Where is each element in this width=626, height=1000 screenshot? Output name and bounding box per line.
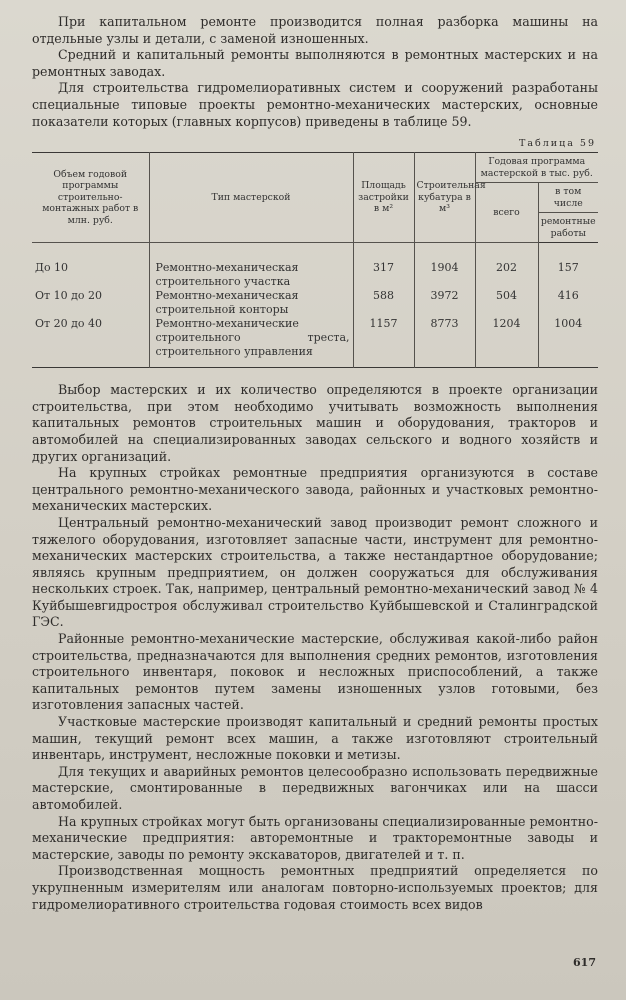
- header-type: Тип мастерской: [149, 153, 353, 243]
- paragraph: На крупных стройках ремонтные предприятия организуются в составе центрального ремонтно-механического завода, районных и участковых ремонтно-механических мастерских.: [32, 465, 598, 514]
- header-area: Площадь застройки в м²: [353, 153, 414, 243]
- header-cubature: Строительная кубатура в м³: [414, 153, 475, 243]
- table-caption: Таблица 59: [519, 138, 596, 150]
- cell-repair: 416: [538, 289, 598, 317]
- cell-volume: От 20 до 40: [32, 317, 149, 368]
- table-row: [32, 289, 598, 317]
- cell-volume: От 10 до 20: [32, 289, 149, 317]
- cell-repair: 157: [538, 243, 598, 290]
- cell-area: 588: [353, 289, 414, 317]
- paragraph: Производственная мощность ремонтных предприятий определяется по укрупненным измерителям или аналогам повторно-используемых проектов; для гидромелиоративного строительства годовая стоимость всех видов: [32, 863, 598, 912]
- header-volume: Объем годовой программы строительно-монтажных работ в млн. руб.: [32, 153, 149, 243]
- paragraph: При капитальном ремонте производится полная разборка машины на отдельные узлы и детали, с заменой изношенных.: [32, 14, 598, 46]
- header-including: в том числе: [538, 183, 598, 213]
- cell-cubature: 3972: [414, 289, 475, 317]
- cell-volume: До 10: [32, 243, 149, 290]
- header-total: всего: [475, 183, 538, 243]
- paragraph: Участковые мастерские производят капитальный и средний ремонты простых машин, текущий ремонт всех машин, а также изготовляют строительный инвентарь, инструмент, несложные поковки и метизы.: [32, 714, 598, 763]
- intro-text: [32, 14, 598, 130]
- cell-total: 1204: [475, 317, 538, 368]
- paragraph: Центральный ремонтно-механический завод производит ремонт сложного и тяжелого оборудования, изготовляет запасные части, инструмент для ремонтно-механических мастерских строительства, а также нестандартное оборудование; являясь крупным предприятием, он должен сооружаться для обслуживания нескольких строек. Так, например, центральный ремонтно-механический завод № 4 Куйбышевгидростроя обслуживал строительство Куйбышевской и Сталинградской ГЭС.: [32, 514, 598, 630]
- cell-type: Ремонтно-механическая строительного участка: [149, 243, 353, 290]
- body-text: [32, 382, 598, 913]
- paragraph: Для строительства гидромелиоративных систем и сооружений разработаны специальные типовые проекты ремонтно-механических мастерских, основные показатели которых (главных корпусов) приведены в таблице 59.: [32, 80, 598, 129]
- cell-total: 504: [475, 289, 538, 317]
- workshop-table: [32, 152, 598, 368]
- paragraph: Средний и капитальный ремонты выполняются в ремонтных мастерских и на ремонтных заводах.: [32, 47, 598, 79]
- cell-area: 317: [353, 243, 414, 290]
- cell-cubature: 8773: [414, 317, 475, 368]
- cell-total: 202: [475, 243, 538, 290]
- paragraph: Выбор мастерских и их количество определяются в проекте организации строительства, при этом необходимо учитывать возможность выполнения капитальных ремонтов строительных машин и оборудования, тракторов и автомобилей на специализированных заводах сельского и водного хозяйств и других организаций.: [32, 382, 598, 464]
- cell-area: 1157: [353, 317, 414, 368]
- header-program: Годовая программа мастерской в тыс. руб.: [475, 153, 598, 183]
- header-repair: ремонтные работы: [538, 213, 598, 243]
- cell-type: Ремонтно-механические строительного треста, строительного управления: [149, 317, 353, 368]
- paragraph: На крупных стройках могут быть организованы специализированные ремонтно-механические предприятия: авторемонтные и тракторемонтные заводы и мастерские, заводы по ремонту экскаваторов, двигателей и т. п.: [32, 813, 598, 862]
- paragraph: Районные ремонтно-механические мастерские, обслуживая какой-либо район строительства, предназначаются для выполнения средних ремонтов, изготовления строительного инвентаря, поковок и несложных приспособлений, а также капитальных ремонтов путем замены изношенных узлов готовыми, без изготовления запасных частей.: [32, 631, 598, 713]
- cell-repair: 1004: [538, 317, 598, 368]
- paragraph: Для текущих и аварийных ремонтов целесообразно использовать передвижные мастерские, смонтированные в передвижных вагончиках или на шасси автомобилей.: [32, 763, 598, 812]
- cell-type: Ремонтно-механическая строительной конторы: [149, 289, 353, 317]
- table-row: [32, 243, 598, 290]
- cell-cubature: 1904: [414, 243, 475, 290]
- table-row: [32, 317, 598, 368]
- page-number: 617: [573, 956, 596, 969]
